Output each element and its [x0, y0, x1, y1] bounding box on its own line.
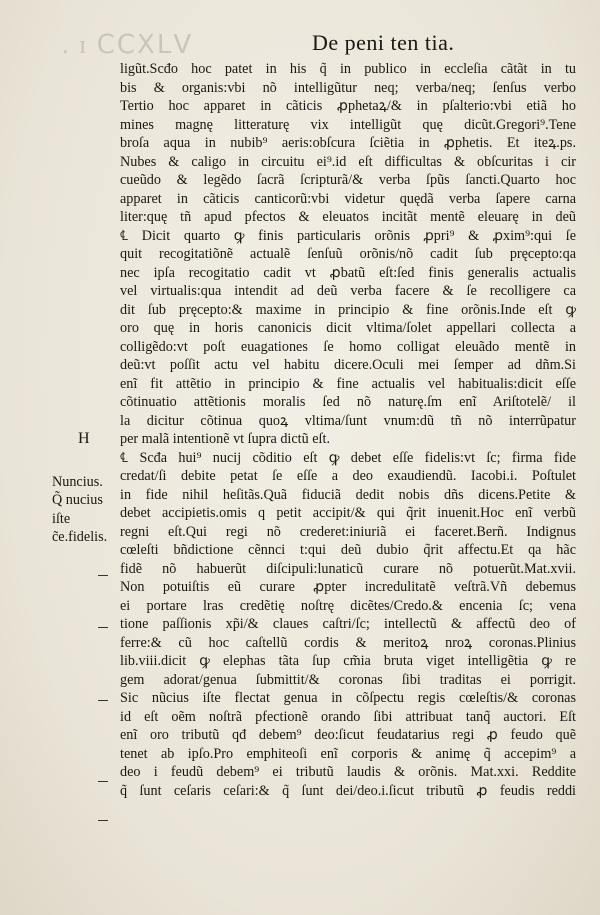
- body-text: [120, 60, 576, 800]
- text-line: tenet ab ipſo.Pro emphiteoſi enĩ corporis & animę q̃ accepim⁹ a: [120, 745, 576, 762]
- text-line: oro quę in horis canonicis dicit vltima/ſolet appellari collecta a: [120, 320, 576, 336]
- text-line: enĩ oro tributũ qđ debem⁹ deo:ſicut feudatarius regi ꝓ feudo quẽ: [120, 727, 576, 743]
- text-line: la dicitur cõtinua quoꝝ vltima/ſunt vnum:dũ tñ nõ interrũpatur: [120, 412, 576, 429]
- text-line: ℄ Dicit quarto ꝙ finis particularis orõnis ꝓpri⁹ & ꝓxim⁹:qui ſe: [120, 227, 576, 244]
- text-line: Sic nũcius iſte flectat genua in cõſpectu regis cœleſtis/& coronas: [120, 690, 576, 706]
- marginal-note-iste: iſte: [52, 511, 71, 527]
- margin-tick: [98, 575, 108, 576]
- text-line: nec ipſa recogitatio cadit vt ꝓbatũ eſt:ſed finis generalis actualis: [120, 264, 576, 281]
- text-line: debet accipietis.omis q petit accipit/& qui q̃rit inuenit.Hoc enĩ verbũ: [120, 505, 576, 521]
- text-line: cueũdo & legẽdo ſacrã ſcripturã/& verba ſpũs ſancti.Quarto hoc: [120, 172, 576, 188]
- running-head: De peni ten tia.: [312, 30, 455, 55]
- text-line: lib.viii.dicit ꝙ elephas tãta ſup cm̃ia bruta viget intelligẽtia ꝙ re: [120, 653, 576, 669]
- text-line: broſa aqua in nubib⁹ aeris:obſcura ſciẽtia in ꝓphetis. Et iteꝝ.ps.: [120, 135, 576, 151]
- text-line: tione paſſionis xp̃i/& claues caſtri/ſc; intellectũ & affectũ deo of: [120, 616, 576, 632]
- margin-tick: [98, 700, 108, 701]
- text-line: apparet in cãticis canticorũ:vbi videtur quędã verba ſapere carna: [120, 190, 576, 207]
- text-line: deũ:vt poſſit actu vel habitu dicere.Oculi mei ſemper ad dñm.Si: [120, 357, 576, 373]
- text-line: fidẽ nõ habuerũt diſcipuli:lunaticũ curare nõ potuerũt.Mat.xvii.: [120, 560, 576, 577]
- text-line: gem adorat/genua ſubmittit/& coronas ſibi traditas ei porrigit.: [120, 671, 576, 688]
- text-line: regni eſt.Qui regi nõ crederet:iniuriã ei faceret.Berñ. Indignus: [120, 523, 576, 540]
- text-line: colligẽdo:vt poſt euagationes ſe homo colligat eleuãdo mentẽ in: [120, 338, 576, 355]
- text-line: bis & organis:vbi nõ intelligũtur neq; verba/neq; ſenſus verbo: [120, 79, 576, 96]
- text-line: cõtinuatio attẽtionis moralis ſed nõ naturę.ſm enĩ Ariſtotelẽ/ il: [120, 394, 576, 410]
- text-line: vel virtualis:qua intendit ad deũ verba facere & ſe recolligere ca: [120, 283, 576, 299]
- text-line: liter:quę tñ apud pfectos & eleuatos incitãt mentẽ eleuarę in deũ: [120, 209, 576, 225]
- text-line: mines magnę litteraturę vix intelligũt quę dicũt.Gregori⁹.Tene: [120, 116, 576, 133]
- text-line: per malã intentionẽ vt ſupra dictũ eſt.: [120, 431, 330, 447]
- text-line: Nubes & caligo in circuitu ei⁹.id eſt difficultas & obſcuritas i cir: [120, 153, 576, 170]
- marginal-note-fidelis: c̃e.fidelis.: [52, 529, 108, 545]
- text-line: in fide nihil heſitãs.Quã fiduciã dedit nobis dñs dicens.Petite &: [120, 486, 576, 503]
- marginal-note-q: Q̃ nucius: [52, 492, 103, 508]
- margin-tick: [98, 627, 108, 628]
- margin-tick: [98, 820, 108, 821]
- text-line: ligũt.Scđo hoc patet in his q̃ in publico in eccleſia cãtãt in tu: [120, 61, 576, 77]
- text-line: dit ſub pręcepto:& maxime in principio & fine orõnis.Inde eſt ꝙ: [120, 301, 576, 318]
- text-line: enĩ fit attẽtio in principio & fine actualis vel habitualis:dicit eſſe: [120, 375, 576, 392]
- text-line: quit recogitatiõnẽ actualẽ ſenſuũ orõnis/nõ cadit ſub pręcepto:qa: [120, 246, 576, 262]
- text-line: Tertio hoc apparet in cãticis ꝓphetaꝝ/& in pſalterio:vbi etiã ho: [120, 98, 576, 114]
- text-line: ei portare lras credẽtię noſtrę dicẽtes/Credo.& encenia ſc; vena: [120, 597, 576, 614]
- text-line: ℄ Scđa hui⁹ nucij cõditio eſt ꝙ debet eſſe fidelis:vt ſc; firma fide: [120, 449, 576, 466]
- text-line: id eſt oẽm noſtrã pfectionẽ orando ſibi attribuat tanq̃ auctori. Eſt: [120, 708, 576, 725]
- marginal-note-nuncius: Nuncius.: [52, 474, 103, 490]
- text-line: cœleſti bñdictione cẽnnci t:qui deũ dubio q̃rit affectu.Et qa hãc: [120, 542, 576, 558]
- faint-folio-number: . ɪ ⅭⅭⅩⅬⅤ: [62, 30, 194, 59]
- margin-tick: [98, 781, 108, 782]
- text-line: deo i feudũ debem⁹ ei tributũ laudis & orõnis. Mat.xxi. Reddite: [120, 764, 576, 780]
- text-line: credat/ſi debite petat ſe eſſe a deo exaudiendũ. Iacobi.i. Poſtulet: [120, 468, 576, 484]
- text-line: ferre:& cũ hoc caſtellũ cordis & meritoꝝ nroꝝ coronas.Plinius: [120, 634, 576, 651]
- text-line: Non potuiſtis eũ curare ꝓpter incredulitatẽ veſtrã.Vñ debemus: [120, 579, 576, 595]
- text-line: q̃ ſunt ceſaris ceſari:& q̃ ſunt dei/deo.i.ſicut tributũ ꝓ feudis reddi: [120, 782, 576, 799]
- marginal-letter-h: H: [78, 430, 90, 447]
